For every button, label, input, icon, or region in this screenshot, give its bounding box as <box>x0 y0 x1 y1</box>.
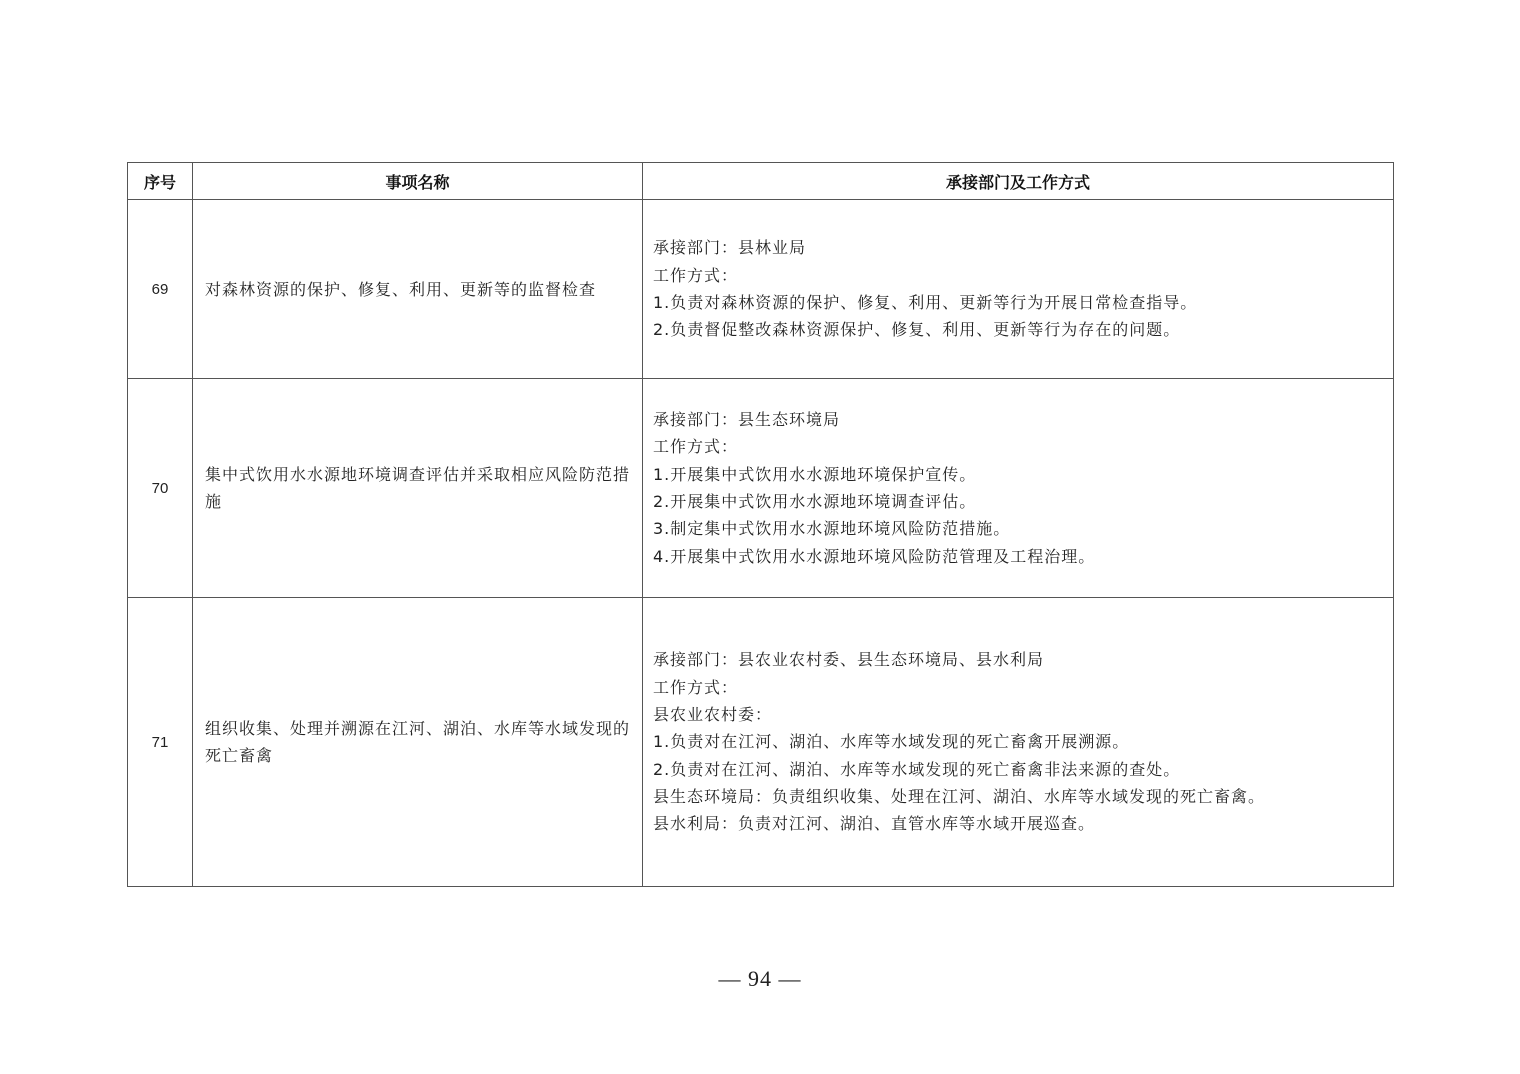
department-method <box>643 598 1394 887</box>
detail-line: 承接部门：县农业农村委、县生态环境局、县水利局 <box>653 650 1045 670</box>
items-table <box>127 162 1394 887</box>
header-serial-number: 序号 <box>128 163 193 200</box>
detail-line: 工作方式： <box>653 677 739 697</box>
table-row <box>128 598 1394 887</box>
item-name: 集中式饮用水水源地环境调查评估并采取相应风险防范措施 <box>193 379 643 598</box>
table-header-row <box>128 163 1394 200</box>
detail-line: 2.负责督促整改森林资源保护、修复、利用、更新等行为存在的问题。 <box>653 320 1181 340</box>
detail-line: 工作方式： <box>653 437 739 457</box>
table-row <box>128 200 1394 379</box>
detail-line: 3.制定集中式饮用水水源地环境风险防范措施。 <box>653 519 1011 539</box>
header-department-method: 承接部门及工作方式 <box>643 163 1394 200</box>
detail-line: 1.开展集中式饮用水水源地环境保护宣传。 <box>653 464 977 484</box>
row-number: 69 <box>128 200 193 379</box>
detail-line: 县农业农村委： <box>653 705 773 725</box>
item-name: 组织收集、处理并溯源在江河、湖泊、水库等水域发现的死亡畜禽 <box>193 598 643 887</box>
item-name: 对森林资源的保护、修复、利用、更新等的监督检查 <box>193 200 643 379</box>
detail-line: 县水利局：负责对江河、湖泊、直管水库等水域开展巡查。 <box>653 814 1096 834</box>
department-method <box>643 200 1394 379</box>
detail-line: 4.开展集中式饮用水水源地环境风险防范管理及工程治理。 <box>653 546 1096 566</box>
row-number: 71 <box>128 598 193 887</box>
detail-line: 1.负责对在江河、湖泊、水库等水域发现的死亡畜禽开展溯源。 <box>653 732 1130 752</box>
row-number: 70 <box>128 379 193 598</box>
page-number: — 94 — <box>718 966 802 991</box>
detail-line: 1.负责对森林资源的保护、修复、利用、更新等行为开展日常检查指导。 <box>653 293 1198 312</box>
header-item-name: 事项名称 <box>193 163 643 200</box>
detail-line: 承接部门：县林业局 <box>653 238 807 258</box>
table-row <box>128 379 1394 598</box>
detail-line: 工作方式： <box>653 265 739 285</box>
detail-line: 县生态环境局：负责组织收集、处理在江河、湖泊、水库等水域发现的死亡畜禽。 <box>653 786 1266 806</box>
detail-line: 承接部门：县生态环境局 <box>653 410 841 430</box>
detail-line: 2.负责对在江河、湖泊、水库等水域发现的死亡畜禽非法来源的查处。 <box>653 759 1181 779</box>
department-method <box>643 379 1394 598</box>
detail-line: 2.开展集中式饮用水水源地环境调查评估。 <box>653 492 977 511</box>
